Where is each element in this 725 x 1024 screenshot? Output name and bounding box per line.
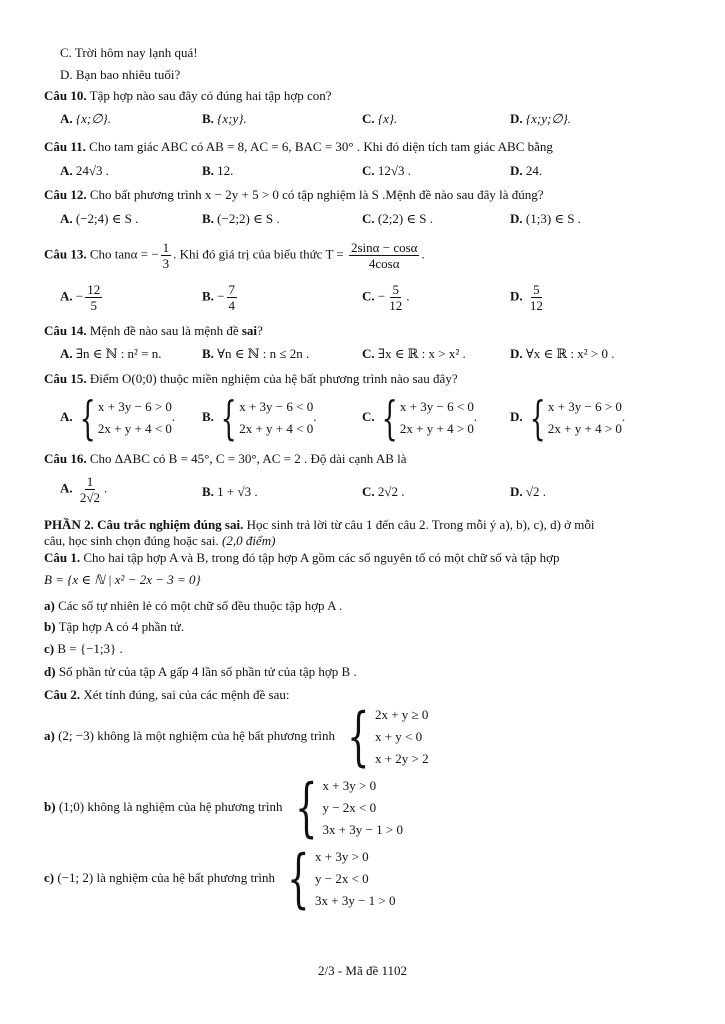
page-footer: 2/3 - Mã đề 1102: [317, 963, 408, 978]
q12-option-a: A. (−2;4) ∈ S .: [60, 211, 139, 226]
p2q2-item-a: a) (2; −3) không là một nghiệm của hệ bất phương trình { 2x + y ≥ 0 x + y < 0 x + 2y > 2: [44, 700, 429, 774]
q11-option-d: D. 24.: [510, 163, 543, 178]
q10-option-c: C. {x}.: [362, 111, 398, 126]
fraction: $\frac{1}{3}$: [162, 240, 170, 271]
q10-option-b: B. {x;y}.: [202, 111, 247, 126]
q14-option-a: A. ∃n ∈ ℕ : n² = n.: [60, 346, 162, 361]
q12-option-b: B. (−2;2) ∈ S .: [202, 211, 280, 226]
q11-option-c: C. 12√3 .: [362, 163, 412, 178]
q11-option-a: A. 24√3 .: [60, 163, 110, 178]
p2q2-item-b: b) (1;0) không là nghiệm của hệ phương trình { x + 3y > 0 y − 2x < 0 3x + 3y − 1 > 0: [44, 771, 403, 845]
part2-heading: PHẦN 2. Câu trắc nghiệm đúng sai. Học sinh trả lời từ câu 1 đến câu 2. Trong mỗi ý a), b), c), d) ở mỗi: [44, 517, 595, 532]
q16-option-d: D. √2 .: [510, 484, 547, 499]
q12-option-c: C. (2;2) ∈ S .: [362, 211, 434, 226]
question-15: Câu 15. Điểm O(0;0) thuộc miền nghiệm của hệ bất phương trình nào sau đây?: [44, 371, 458, 386]
q13-option-a: A. − $\frac{12}{5}$: [60, 282, 101, 313]
question-14: Câu 14. Mệnh đề nào sau là mệnh đề sai?: [44, 323, 263, 338]
p2q1-item-c: c) B = {−1;3} .: [44, 641, 123, 656]
q15-option-c: C. { x + 3y − 6 < 0 2x + y + 4 > 0 .: [362, 391, 478, 445]
p2q2-item-c: c) (−1; 2) là nghiệm của hệ bất phương trình { x + 3y > 0 y − 2x < 0 3x + 3y − 1 > 0: [44, 842, 396, 916]
question-16: Câu 16. Cho ΔABC có B = 45°, C = 30°, AC = 2 . Độ dài cạnh AB là: [44, 451, 407, 466]
q15-option-b: B. { x + 3y − 6 < 0 2x + y + 4 < 0 .: [202, 391, 317, 445]
q15-option-a: A. { x + 3y − 6 > 0 2x + y + 4 < 0 .: [60, 391, 176, 445]
q11-option-b: B. 12.: [202, 163, 234, 178]
option-c-prev: C. Trời hôm nay lạnh quá!: [60, 45, 198, 60]
q10-option-a: A. {x;∅}.: [60, 111, 111, 126]
q13-option-d: D. $\frac{5}{12}$: [510, 282, 543, 313]
part2-intro: câu, học sinh chọn đúng hoặc sai. (2,0 điểm): [44, 533, 276, 548]
p2-question-1: Câu 1. Cho hai tập hợp A và B, trong đó tập hợp A gồm các số nguyên tố có một chữ số và tập hợp: [44, 550, 560, 565]
p2q1-item-b: b) Tập hợp A có 4 phần tử.: [44, 619, 185, 634]
q15-option-d: D. { x + 3y − 6 > 0 2x + y + 4 > 0 .: [510, 391, 626, 445]
question-10: [44, 87, 332, 105]
q16-option-b: B. 1 + √3 .: [202, 484, 258, 499]
question-text: Tập hợp nào sau đây có đúng hai tập hợp con?: [89, 88, 332, 103]
question-13: Câu 13. Cho tanα = − $\frac{1}{3}$ . Khi đó giá trị của biểu thức T = $\frac{2\sin\alpha - \cos\alpha}{4\cos\alpha}$ .: [44, 240, 425, 271]
question-label: Câu 10.: [44, 88, 87, 103]
set-b: B = {x ∈ ℕ | x² − 2x − 3 = 0}: [44, 572, 201, 587]
q10-option-d: D. {x;y;∅}.: [510, 111, 572, 126]
question-11: Câu 11. Cho tam giác ABC có AB = 8, AC = 6, BAC = 30° . Khi đó diện tích tam giác ABC bằng: [44, 139, 553, 154]
p2q1-item-d: d) Số phần tử của tập A gấp 4 lần số phần tử của tập hợp B .: [44, 664, 357, 679]
p2q1-item-a: a) Các số tự nhiên lẻ có một chữ số đều thuộc tập hợp A .: [44, 598, 343, 613]
q14-option-b: B. ∀n ∈ ℕ : n ≤ 2n .: [202, 346, 310, 361]
q14-option-d: D. ∀x ∈ ℝ : x² > 0 .: [510, 346, 615, 361]
q14-option-c: C. ∃x ∈ ℝ : x > x² .: [362, 346, 466, 361]
q12-option-d: D. (1;3) ∈ S .: [510, 211, 582, 226]
expression-fraction: $\frac{2\sin\alpha - \cos\alpha}{4\cos\alpha}$: [351, 240, 418, 271]
option-d-prev: D. Bạn bao nhiêu tuổi?: [60, 67, 181, 82]
question-12: Câu 12. Cho bất phương trình x − 2y + 5 > 0 có tập nghiệm là S .Mệnh đề nào sau đây là đúng?: [44, 187, 544, 202]
q16-option-a: A. $\frac{1}{2√2}$ .: [60, 474, 108, 505]
q16-option-c: C. 2√2 .: [362, 484, 405, 499]
q13-option-c: C. − $\frac{5}{12}$ .: [362, 282, 410, 313]
p2-question-2: Câu 2. Xét tính đúng, sai của các mệnh đề sau:: [44, 687, 290, 702]
q13-option-b: B. − $\frac{7}{4}$: [202, 282, 236, 313]
